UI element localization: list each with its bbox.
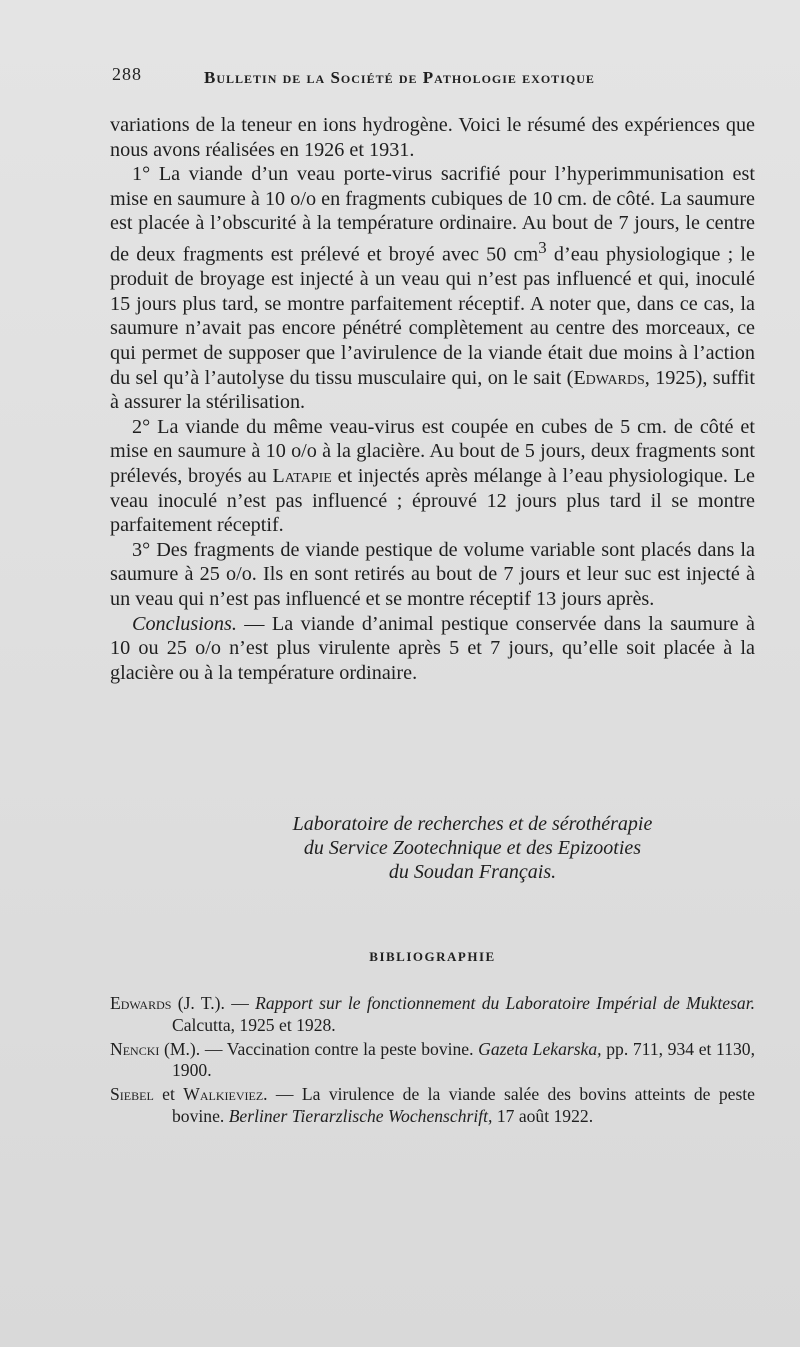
paragraph-experiment-1 (110, 162, 755, 415)
superscript: 3 (538, 237, 547, 257)
signature-line-2: du Service Zootechnique et des Epizooties (303, 837, 642, 859)
ref-journal: Berliner Tierarzlische Wochenschrift, (228, 1105, 493, 1126)
ref-initials: (M.). — (159, 1038, 227, 1059)
text-span: 1° La viande d’un veau porte-virus sacrifié pour l’hyperimmunisation est mise en saumure à 10 o/o en fragments cubiques de 10 cm. de côté. La saumure est placée à l’obscurité à la température ordinaire. Au bout de 7 jours, le centre de deux fragments est prélevé et broyé avec 50 cm (110, 163, 755, 266)
ref-author: Edwards (110, 993, 172, 1013)
ref-journal: Gazeta Lekarska, (478, 1038, 602, 1059)
text-span: 2° La viande du même veau-virus est coupée en cubes de 5 cm. de côté et mise en saumure à 10 o/o à la glacière. Au bout de 5 jours, deux fragments sont prélevés, broyés au (110, 415, 755, 488)
ref-connector: et (153, 1084, 184, 1105)
bibliography-entry (110, 1039, 755, 1083)
text-span: — La viande d’animal pestique conservée dans la saumure à 10 ou 25 o/o n’est plus virulente après 5 et 7 jours, qu’elle soit placée à la glacière ou à la température ordinaire. (110, 612, 755, 684)
paragraph-intro: variations de la teneur en ions hydrogène. Voici le résumé des expériences que nous avons réalisées en 1926 et 1931. (110, 114, 755, 161)
ref-author: Walkieviez (183, 1084, 264, 1105)
page-number: 288 (112, 64, 142, 84)
signature-block (110, 812, 755, 884)
body-text (110, 113, 755, 685)
ref-details: 17 août 1922. (492, 1105, 594, 1126)
running-title: Bulletin de la Société de Pathologie exotique (204, 68, 595, 87)
bibliography-entry (110, 993, 755, 1037)
ref-title: . — La virulence de la viande salée des bovins atteints de peste bovine. (172, 1084, 755, 1126)
text-span: d’eau physiologique ; le produit de broyage est injecté à un veau qui n’est pas influencé et qui, inoculé 15 jours plus tard, se montre parfaitement réceptif. A noter que, dans ce cas, la saumure n’avait pas encore pénétré complètement au centre des morceaux, ce qui permet de supposer que l’avirulence de la viande était due moins à l’action du sel qu’à l’autolyse du tissu musculaire qui, on le sait ( (110, 243, 756, 389)
signature-line-1: Laboratoire de recherches et de sérothérapie (292, 813, 653, 835)
paragraph-conclusions (110, 612, 755, 686)
author-name: Latapie (272, 465, 332, 488)
ref-author: Nencki (110, 1038, 160, 1059)
paragraph-experiment-3: 3° Des fragments de viande pestique de volume variable sont placés dans la saumure à 25 o/o. Ils en sont retirés au bout de 7 jours et leur suc est injecté à un veau qui n’est pas influencé et se montre réceptif 13 jours après. (110, 538, 755, 611)
ref-title: Rapport sur le fonctionnement du Laboratoire Impérial de Muktesar. (255, 993, 756, 1013)
paragraph-experiment-2 (110, 415, 755, 538)
bibliography-list (110, 993, 755, 1130)
running-header (112, 60, 757, 94)
author-name: Edwards (573, 366, 645, 389)
ref-details: pp. 711, 934 et 1130, 1900. (172, 1038, 755, 1081)
signature-line-3: du Soudan Français. (388, 861, 557, 883)
ref-details: Calcutta, 1925 et 1928. (172, 1014, 336, 1035)
text-span: et injectés après mélange à l’eau physiologique. Le veau inoculé n’est pas influencé ; éprouvé 12 jours plus tard il se montre parfaitement réceptif. (110, 465, 755, 537)
bibliography-entry (110, 1084, 755, 1128)
conclusions-label: Conclusions. (132, 612, 237, 635)
ref-author: Siebel (110, 1084, 154, 1105)
ref-title: Vaccination contre la peste bovine. (226, 1038, 479, 1059)
text-span: , 1925), suffit à assurer la stérilisation. (110, 366, 755, 414)
bibliography-title: BIBLIOGRAPHIE (369, 949, 496, 964)
ref-initials: (J. T.). — (171, 993, 256, 1013)
